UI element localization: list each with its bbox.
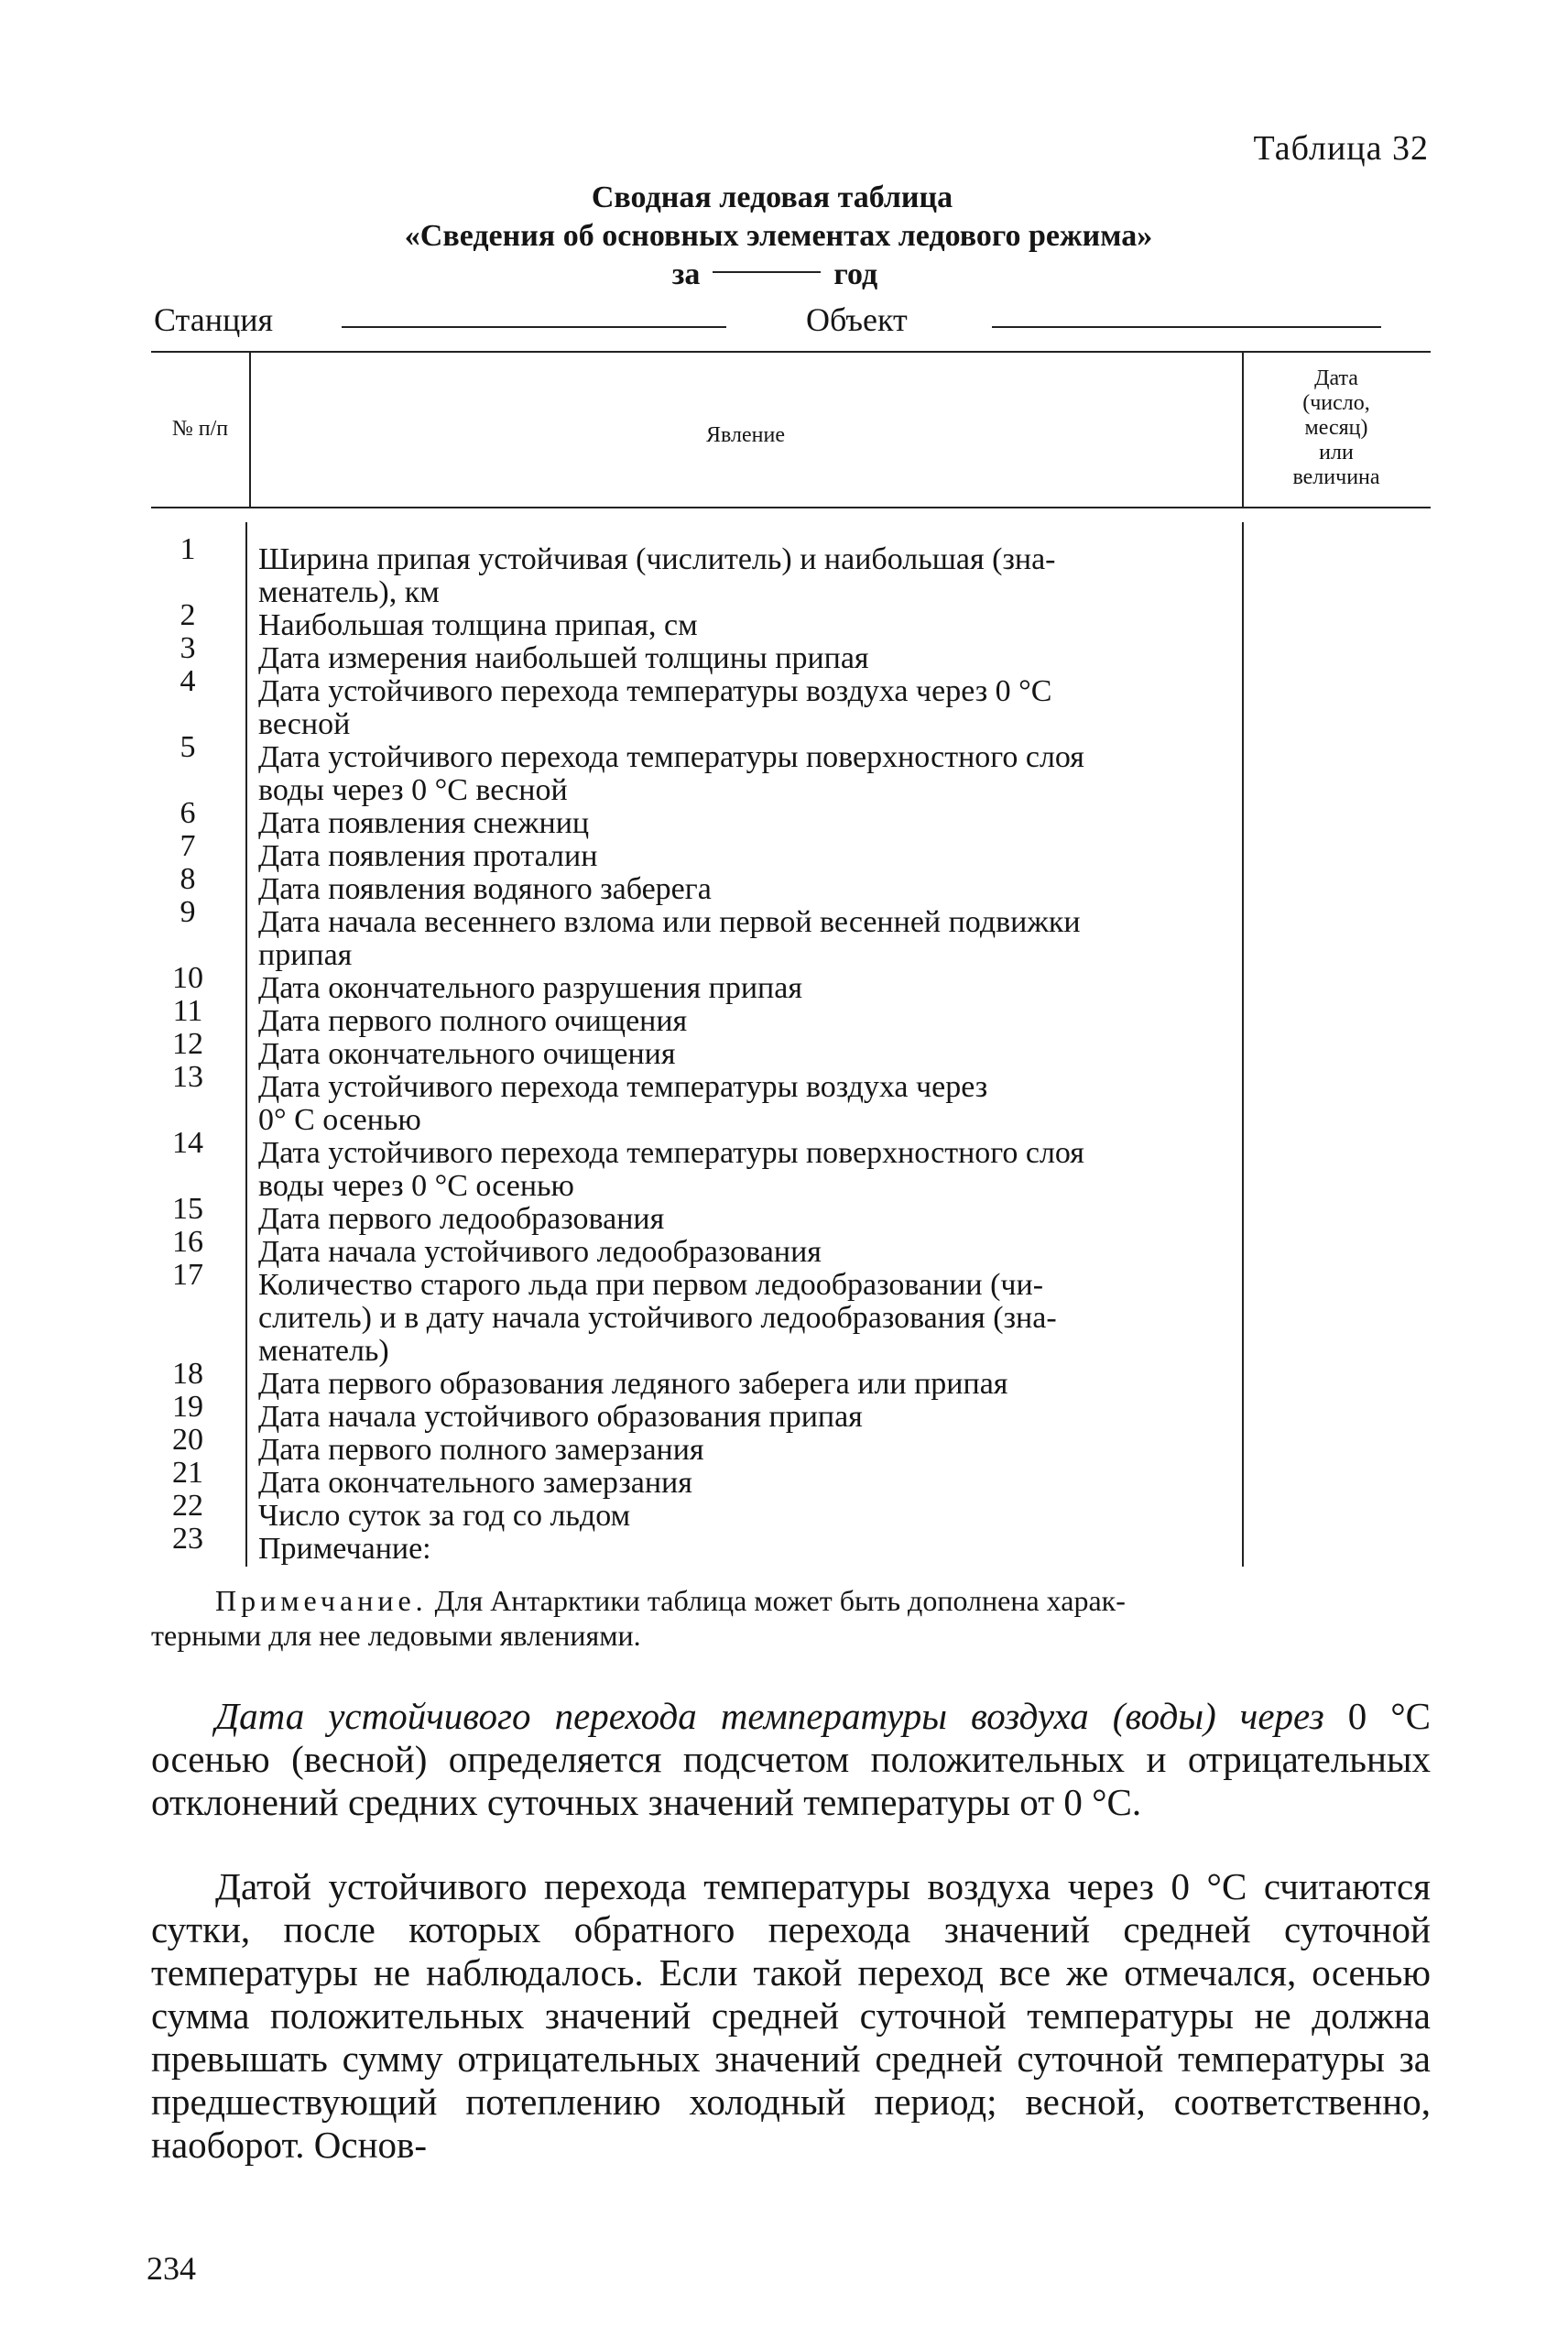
row-number: 10 — [172, 961, 203, 995]
row-phenomenon — [258, 1269, 1247, 1368]
table-row — [147, 1456, 1264, 1500]
table-row — [147, 1060, 1264, 1137]
table-row — [147, 994, 1264, 1038]
row-phenomenon — [258, 675, 1247, 741]
table-row — [147, 961, 1264, 1005]
row-number: 12 — [172, 1027, 203, 1061]
row-text-line: слитель) и в дату начала устойчивого ледообразования (зна- — [258, 1301, 1057, 1335]
row-text-line: Дата устойчивого перехода температуры поверхностного слоя — [258, 740, 1084, 774]
row-text-line: Дата устойчивого перехода температуры воздуха через 0 °С — [258, 674, 1052, 708]
row-phenomenon — [258, 873, 1247, 906]
station-label: Станция — [154, 301, 274, 338]
row-number: 7 — [180, 829, 196, 863]
row-number: 15 — [172, 1192, 203, 1226]
row-phenomenon — [258, 1203, 1247, 1236]
table-number: Таблица 32 — [1253, 129, 1429, 168]
row-phenomenon — [258, 1137, 1247, 1203]
header-date-line: (число, — [1302, 391, 1370, 415]
table-row — [147, 532, 1264, 609]
paragraph-2-text: Датой устойчивого перехода температуры воздуха через 0 °С считаются сутки, после которых обратного перехода значений средней суточной температуры не наблюдалось. Если такой переход все же отмечался, осенью сумма положительных значений средней суточной температуры не должна превышать сумму отрицательных значений средней суточной температуры за предшествующий потеплению холодный период; весной, соответственно, наоборот. Основ- — [151, 1865, 1431, 2166]
row-text-line: Дата начала устойчивого ледообразования — [258, 1235, 822, 1269]
row-phenomenon — [258, 972, 1247, 1005]
title-line-1: Сводная ледовая таблица — [591, 180, 953, 214]
object-label: Объект — [806, 301, 908, 338]
table-row — [147, 598, 1264, 642]
table-row — [147, 1258, 1264, 1368]
row-text-line: воды через 0 °С осенью — [258, 1169, 574, 1203]
title-line-2: «Сведения об основных элементах ледового режима» — [404, 219, 1153, 253]
table-top-rule — [151, 351, 1431, 353]
row-text-line: менатель) — [258, 1334, 389, 1368]
row-text-line: Количество старого льда при первом ледообразовании (чи- — [258, 1268, 1044, 1302]
header-num: № п/п — [171, 417, 229, 441]
row-phenomenon — [258, 609, 1247, 642]
row-number: 9 — [180, 895, 196, 929]
table-row — [147, 1423, 1264, 1467]
table-row — [147, 1126, 1264, 1203]
header-date-line: величина — [1292, 465, 1380, 489]
row-text-line: Дата окончательного разрушения припая — [258, 971, 802, 1005]
row-phenomenon — [258, 1401, 1247, 1434]
station-object-row — [154, 300, 1392, 343]
row-number: 18 — [172, 1357, 203, 1391]
note-text-2: терными для нее ледовыми явлениями. — [151, 1619, 641, 1652]
row-text-line: Дата окончательного замерзания — [258, 1466, 692, 1500]
row-text-line: Дата появления водяного заберега — [258, 872, 712, 906]
table-row — [147, 1027, 1264, 1071]
table-title — [0, 179, 1568, 294]
table-note — [151, 1583, 1431, 1653]
row-text-line: Наибольшая толщина припая, см — [258, 608, 698, 642]
row-number: 11 — [172, 994, 203, 1028]
row-number: 23 — [172, 1522, 203, 1556]
paragraph-2 — [151, 1865, 1431, 2167]
header-date-line: Дата — [1314, 366, 1358, 390]
paragraph-1-term: Дата устойчивого перехода температуры воздуха (воды) через — [215, 1695, 1324, 1737]
row-phenomenon — [258, 1500, 1247, 1533]
year-suffix: год — [833, 257, 878, 291]
row-number: 8 — [180, 862, 196, 896]
table-row — [147, 1489, 1264, 1533]
row-text-line: Дата первого ледообразования — [258, 1202, 665, 1236]
row-number: 4 — [180, 664, 196, 698]
row-text-line: Дата начала весеннего взлома или первой весенней подвижки — [258, 905, 1081, 939]
row-phenomenon — [258, 1038, 1247, 1071]
table-row — [147, 1192, 1264, 1236]
page-number: 234 — [147, 2250, 196, 2287]
row-phenomenon — [258, 543, 1247, 609]
row-phenomenon — [258, 1434, 1247, 1467]
table-row — [147, 1357, 1264, 1401]
table-row — [147, 1390, 1264, 1434]
row-phenomenon — [258, 1071, 1247, 1137]
table-row — [147, 1522, 1264, 1566]
row-text-line: Дата первого полного очищения — [258, 1004, 688, 1038]
table-row — [147, 895, 1264, 972]
row-phenomenon — [258, 1533, 1247, 1566]
row-text-line: Дата устойчивого перехода температуры поверхностного слоя — [258, 1136, 1084, 1170]
note-label: Примечание. — [215, 1584, 428, 1617]
row-text-line: Дата появления снежниц — [258, 806, 590, 840]
row-number: 17 — [172, 1258, 203, 1292]
row-text-line: Число суток за год со льдом — [258, 1499, 631, 1533]
row-text-line: Дата первого образования ледяного заберега или припая — [258, 1367, 1008, 1401]
row-phenomenon — [258, 741, 1247, 807]
table-row — [147, 730, 1264, 807]
row-number: 14 — [172, 1126, 203, 1160]
row-phenomenon — [258, 1236, 1247, 1269]
row-number: 6 — [180, 796, 196, 830]
row-text-line: весной — [258, 707, 351, 741]
row-number: 21 — [172, 1456, 203, 1490]
row-phenomenon — [258, 807, 1247, 840]
station-blank — [342, 326, 726, 328]
row-phenomenon — [258, 642, 1247, 675]
row-number: 19 — [172, 1390, 203, 1424]
row-text-line: Дата первого полного замерзания — [258, 1433, 704, 1467]
header-phenomenon: Явление — [706, 423, 785, 447]
year-blank — [713, 271, 821, 273]
row-text-line: 0° С осенью — [258, 1103, 421, 1137]
row-number: 3 — [180, 631, 196, 665]
row-text-line: Дата окончательного очищения — [258, 1037, 676, 1071]
row-phenomenon — [258, 1368, 1247, 1401]
row-text-line: воды через 0 °С весной — [258, 773, 568, 807]
row-number: 5 — [180, 730, 196, 764]
row-phenomenon — [258, 906, 1247, 972]
row-text-line: Дата измерения наибольшей толщины припая — [258, 641, 869, 675]
table-row — [147, 796, 1264, 840]
table-row — [147, 664, 1264, 741]
row-text-line: Ширина припая устойчивая (числитель) и наибольшая (зна- — [258, 542, 1056, 576]
header-date-line: или — [1319, 441, 1354, 464]
table-row — [147, 862, 1264, 906]
year-prefix: за — [671, 257, 701, 291]
row-phenomenon — [258, 1005, 1247, 1038]
row-text-line: Дата появления проталин — [258, 839, 598, 873]
note-text: Для Антарктики таблица может быть дополнена харак- — [427, 1584, 1126, 1617]
row-text-line: Дата устойчивого перехода температуры воздуха через — [258, 1070, 988, 1104]
table-row — [147, 829, 1264, 873]
row-number: 1 — [180, 532, 196, 566]
row-number: 2 — [180, 598, 196, 632]
table-header-rule — [151, 507, 1431, 508]
table-row — [147, 1225, 1264, 1269]
row-text-line: менатель), км — [258, 575, 440, 609]
row-phenomenon — [258, 840, 1247, 873]
row-number: 16 — [172, 1225, 203, 1259]
header-date-line: месяц) — [1304, 416, 1368, 440]
paragraph-1-text: 0 °С осенью (весной) определяется подсчетом положительных и отрицательных отклонений средних суточных значений температуры от 0 °С. — [151, 1695, 1432, 1823]
row-number: 20 — [172, 1423, 203, 1457]
title-year-line — [0, 256, 1568, 294]
row-number: 13 — [172, 1060, 203, 1094]
paragraph-1 — [151, 1695, 1431, 1824]
row-text-line: Примечание: — [258, 1532, 431, 1566]
row-phenomenon — [258, 1467, 1247, 1500]
table-row — [147, 631, 1264, 675]
row-text-line: припая — [258, 938, 353, 972]
header-date — [1242, 366, 1431, 490]
row-text-line: Дата начала устойчивого образования припая — [258, 1400, 863, 1434]
object-blank — [992, 326, 1381, 328]
row-number: 22 — [172, 1489, 203, 1523]
